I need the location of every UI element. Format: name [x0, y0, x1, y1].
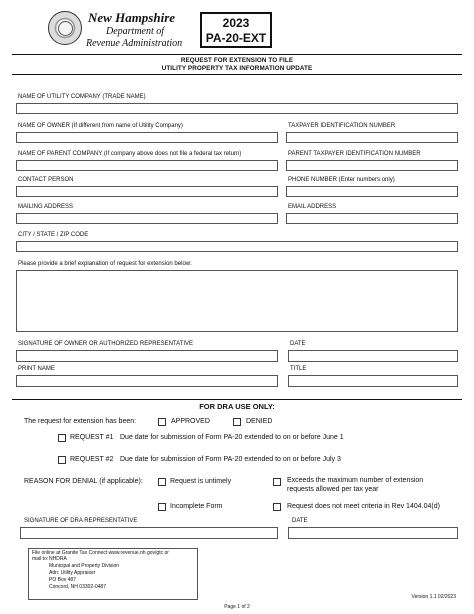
dra-signature-label: SIGNATURE OF DRA REPRESENTATIVE	[24, 518, 138, 524]
title-rule-top	[12, 54, 462, 55]
dra-heading: FOR DRA USE ONLY:	[199, 402, 275, 411]
approved-label: APPROVED	[171, 418, 210, 425]
parent-taxpayer-id-label: PARENT TAXPAYER IDENTIFICATION NUMBER	[288, 151, 421, 157]
utility-company-label: NAME OF UTILITY COMPANY (TRADE NAME)	[18, 94, 146, 100]
utility-company-input[interactable]	[16, 103, 458, 114]
request1-label: REQUEST #1	[70, 434, 114, 441]
address-line5: Concord, NH 03302-0487	[49, 584, 106, 590]
request1-checkbox[interactable]	[58, 434, 66, 442]
address-line3: Attn: Utility Appraiser	[49, 570, 96, 576]
denied-checkbox[interactable]	[233, 418, 241, 426]
email-label: EMAIL ADDRESS	[288, 204, 337, 210]
mailing-address-input[interactable]	[16, 213, 278, 224]
city-state-zip-input[interactable]	[16, 241, 458, 252]
address-line1: NHDRA	[49, 556, 67, 562]
request2-label: REQUEST #2	[70, 456, 114, 463]
title-input[interactable]	[288, 375, 458, 387]
print-name-input[interactable]	[16, 375, 278, 387]
criteria-checkbox[interactable]	[273, 503, 281, 511]
address-line4: PO Box 487	[49, 577, 76, 583]
taxpayer-id-input[interactable]	[286, 132, 458, 143]
parent-taxpayer-id-input[interactable]	[286, 160, 458, 171]
nh-seal-icon	[48, 11, 82, 45]
form-id-box	[200, 12, 272, 48]
file-online-text: File online at Granite Tax Connect www.revenue.nh.gov/gtc or	[32, 550, 169, 556]
parent-company-input[interactable]	[16, 160, 278, 171]
incomplete-label: Incomplete Form	[170, 503, 223, 510]
phone-input[interactable]	[286, 186, 458, 197]
taxpayer-id-label: TAXPAYER IDENTIFICATION NUMBER	[288, 123, 396, 129]
owner-name-label: NAME OF OWNER (If different from name of Utility Company)	[18, 123, 183, 129]
request2-text: Due date for submission of Form PA-20 extended to on or before July 3	[120, 456, 341, 463]
form-year: 2023	[222, 16, 250, 30]
mailing-address-label: MAILING ADDRESS	[18, 204, 74, 210]
city-state-zip-label: CITY / STATE / ZIP CODE	[18, 232, 89, 238]
explanation-label: Please provide a brief explanation of request for extension below:	[18, 261, 192, 267]
request1-text: Due date for submission of Form PA-20 extended to on or before June 1	[120, 434, 344, 441]
dra-date-input[interactable]	[288, 527, 458, 539]
title-label: TITLE	[290, 366, 307, 372]
denial-reason-label: REASON FOR DENIAL (if applicable):	[24, 478, 143, 485]
form-title-line2: UTILITY PROPERTY TAX INFORMATION UPDATE	[161, 65, 313, 72]
title-rule-bottom	[12, 74, 462, 75]
agency-division: Revenue Administration	[86, 38, 183, 49]
signature-label: SIGNATURE OF OWNER OR AUTHORIZED REPRESENTATIVE	[18, 341, 194, 347]
signature-input[interactable]	[16, 350, 278, 362]
agency-name: New Hampshire	[88, 10, 176, 25]
email-input[interactable]	[286, 213, 458, 224]
exceeds-label-line1: Exceeds the maximum number of extension	[287, 477, 424, 484]
filing-instructions-box	[28, 548, 198, 600]
request2-checkbox[interactable]	[58, 456, 66, 464]
page-number: Page 1 of 2	[224, 604, 250, 610]
form-title-line1: REQUEST FOR EXTENSION TO FILE	[180, 57, 294, 64]
agency-department: Department of	[106, 26, 165, 37]
contact-person-input[interactable]	[16, 186, 278, 197]
owner-name-input[interactable]	[16, 132, 278, 143]
print-name-label: PRINT NAME	[18, 366, 55, 372]
form-version: Version 1.1 02/2023	[411, 594, 456, 600]
criteria-label: Request does not meet criteria in Rev 1404.04(d)	[287, 503, 440, 510]
dra-rule	[12, 399, 462, 400]
contact-person-label: CONTACT PERSON	[18, 177, 74, 183]
address-line2: Municipal and Property Division	[49, 563, 120, 569]
dra-signature-input[interactable]	[20, 527, 278, 539]
mail-to-label: mail to:	[32, 556, 49, 562]
untimely-checkbox[interactable]	[158, 478, 166, 486]
approved-checkbox[interactable]	[158, 418, 166, 426]
parent-company-label: NAME OF PARENT COMPANY (If company above does not file a federal tax return)	[18, 151, 242, 157]
explanation-textarea[interactable]	[16, 270, 458, 332]
untimely-label: Request is untimely	[170, 478, 232, 485]
dra-date-label: DATE	[292, 518, 308, 524]
exceeds-label-line2: requests allowed per tax year	[287, 486, 379, 493]
incomplete-checkbox[interactable]	[158, 503, 166, 511]
phone-label: PHONE NUMBER (Enter numbers only)	[288, 177, 395, 183]
form-number: PA-20-EXT	[205, 31, 267, 45]
denied-label: DENIED	[246, 418, 273, 425]
request-status-label: The request for extension has been:	[24, 418, 137, 425]
exceeds-checkbox[interactable]	[273, 478, 281, 486]
date-input[interactable]	[288, 350, 458, 362]
date-label: DATE	[290, 341, 306, 347]
